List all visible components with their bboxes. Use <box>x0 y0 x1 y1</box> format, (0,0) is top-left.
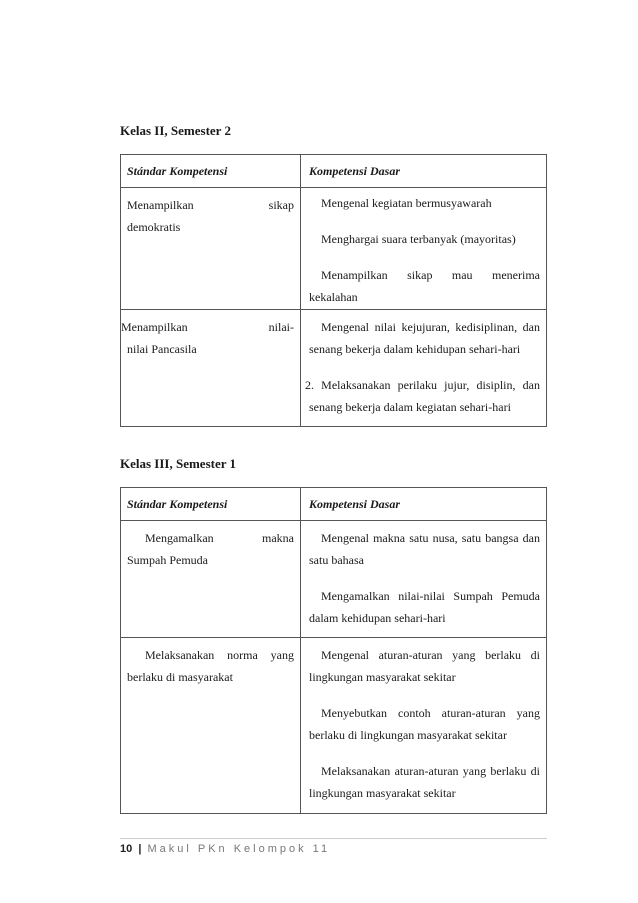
footer-separator: | <box>138 843 142 855</box>
table-row <box>121 188 547 310</box>
kd-item-line: lingkungan masyarakat sekitar <box>309 670 456 684</box>
footer-text: Makul PKn Kelompok 11 <box>147 843 331 855</box>
sk-text: Melaksanakan norma yang <box>145 648 294 662</box>
header-standar-kompetensi: Stándar Kompetensi <box>121 155 301 188</box>
table-row <box>121 310 547 427</box>
kd-item-line: satu bahasa <box>309 553 364 567</box>
kompetensi-dasar-cell <box>301 638 547 814</box>
kompetensi-dasar-cell <box>301 188 547 310</box>
header-kompetensi-dasar: Kompetensi Dasar <box>301 488 547 521</box>
kd-item-line: dalam kehidupan sehari-hari <box>309 611 446 625</box>
sk-text: berlaku di masyarakat <box>127 670 233 684</box>
table-header-row <box>121 155 547 188</box>
table-row <box>121 521 547 638</box>
kd-item-line: lingkungan masyarakat sekitar <box>309 786 456 800</box>
competency-table-kelas-2 <box>120 154 547 427</box>
kd-item: Menghargai suara terbanyak (mayoritas) <box>321 232 516 246</box>
header-standar-kompetensi: Stándar Kompetensi <box>121 488 301 521</box>
page-footer <box>120 838 547 855</box>
sk-text: Menampilkan <box>121 320 188 334</box>
kd-item-line: Menampilkan sikap mau menerima <box>321 268 540 282</box>
sk-text: demokratis <box>127 220 181 234</box>
kompetensi-dasar-cell <box>301 521 547 638</box>
table-header-row <box>121 488 547 521</box>
sk-text: Mengamalkan <box>145 531 214 545</box>
standar-kompetensi-cell <box>121 521 301 638</box>
standar-kompetensi-cell <box>121 638 301 814</box>
sk-text: nilai Pancasila <box>127 342 197 356</box>
sk-text: makna <box>262 531 294 545</box>
kd-item-line: Mengenal makna satu nusa, satu bangsa dan <box>321 531 540 545</box>
table-row <box>121 638 547 814</box>
kd-item-line: Mengenal aturan-aturan yang berlaku di <box>321 648 540 662</box>
kd-item-line: Mengenal nilai kejujuran, kedisiplinan, dan <box>321 320 540 334</box>
sk-text: Sumpah Pemuda <box>127 553 208 567</box>
header-kompetensi-dasar: Kompetensi Dasar <box>301 155 547 188</box>
page-number: 10 <box>120 843 133 855</box>
kd-item-line: senang bekerja dalam kehidupan sehari-hari <box>309 342 521 356</box>
sk-text: Menampilkan <box>127 198 194 212</box>
kd-item-line: senang bekerja dalam kegiatan sehari-hari <box>309 400 511 414</box>
section-heading-kelas-3: Kelas III, Semester 1 <box>120 456 237 471</box>
standar-kompetensi-cell <box>121 310 301 427</box>
kd-item-line: berlaku di lingkungan masyarakat sekitar <box>309 728 507 742</box>
section-heading-kelas-2: Kelas II, Semester 2 <box>120 123 231 138</box>
kd-item-line: Mengamalkan nilai-nilai Sumpah Pemuda <box>321 589 540 603</box>
kompetensi-dasar-cell <box>301 310 547 427</box>
sk-text: nilai- <box>268 320 294 334</box>
kd-item-line: kekalahan <box>309 290 358 304</box>
kd-item-line: Melaksanakan aturan-aturan yang berlaku di <box>321 764 540 778</box>
kd-item-line: 2. Melaksanakan perilaku jujur, disiplin, dan <box>305 378 540 392</box>
kd-item-line: Menyebutkan contoh aturan-aturan yang <box>321 706 540 720</box>
sk-text: sikap <box>268 198 294 212</box>
kd-item: Mengenal kegiatan bermusyawarah <box>321 196 492 210</box>
competency-table-kelas-3 <box>120 487 547 814</box>
standar-kompetensi-cell <box>121 188 301 310</box>
